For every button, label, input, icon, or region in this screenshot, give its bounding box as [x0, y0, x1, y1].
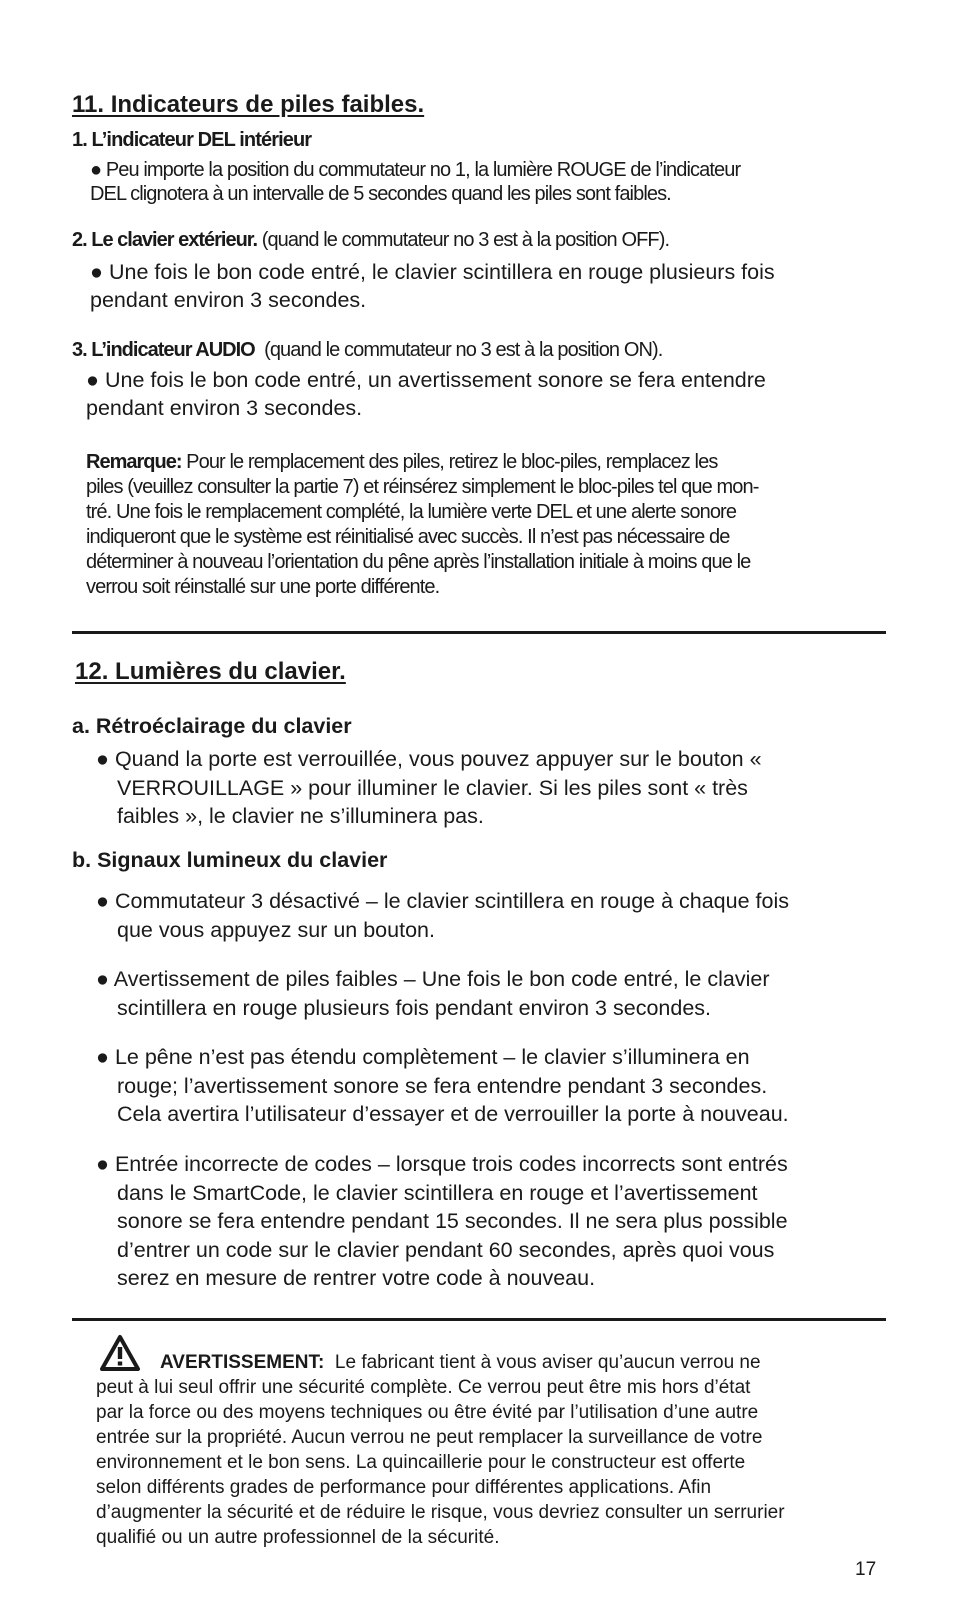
a-bullet-line-2: VERROUILLAGE » pour illuminer le clavier. Si les piles sont « très — [117, 775, 748, 800]
remark-block — [86, 450, 758, 600]
b-bullet-2-line-2: scintillera en rouge plusieurs fois pendant environ 3 secondes. — [117, 995, 712, 1020]
section-divider-1 — [72, 631, 886, 634]
remark-line-3: tré. Une fois le remplacement complété, la lumière verte DEL et une alerte sonore — [86, 501, 737, 523]
item-3-bullet-line-1: ● Une fois le bon code entré, un avertissement sonore se fera entendre — [86, 368, 766, 392]
b-bullet-4-line-4: d’entrer un code sur le clavier pendant 60 secondes, après quoi vous — [117, 1237, 775, 1262]
remark-line-5: déterminer à nouveau l’orientation du pêne après l’installation initiale à moins que le — [86, 551, 751, 573]
warning-line-4: entrée sur la propriété. Aucun verrou ne peut remplacer la surveillance de votre — [96, 1427, 763, 1448]
b-bullet-3 — [96, 1043, 789, 1129]
warning-line-1: AVERTISSEMENT: Le fabricant tient à vous aviser qu’aucun verrou ne — [160, 1352, 761, 1373]
b-bullet-2-line-1: ● Avertissement de piles faibles – Une fois le bon code entré, le clavier — [96, 967, 770, 991]
item-2-note: (quand le commutateur no 3 est à la position OFF). — [261, 229, 670, 251]
b-bullet-1 — [96, 887, 789, 944]
item-2-heading: 2. Le clavier extérieur. — [72, 229, 258, 251]
warning-line-6: selon différents grades de performance pour différentes applications. Afin — [96, 1477, 712, 1498]
b-heading: b. Signaux lumineux du clavier — [72, 848, 388, 872]
warning-line-3: par la force ou des moyens techniques ou être évité par l’utilisation d’une autre — [96, 1402, 759, 1423]
b-bullet-4-line-2: dans le SmartCode, le clavier scintillera en rouge et l’avertissement — [117, 1180, 758, 1205]
remark-line-4: indiqueront que le système est réinitialisé avec succès. Il n’est pas nécessaire de — [86, 526, 730, 548]
b-bullet-1-line-2: que vous appuyez sur un bouton. — [117, 917, 435, 942]
a-heading: a. Rétroéclairage du clavier — [72, 714, 352, 738]
b-bullet-1-line-1: ● Commutateur 3 désactivé – le clavier scintillera en rouge à chaque fois — [96, 889, 789, 913]
item-2-bullet-line-1: ● Une fois le bon code entré, le clavier scintillera en rouge plusieurs fois — [90, 260, 775, 284]
item-3-note: (quand le commutateur no 3 est à la position ON). — [264, 339, 663, 361]
item-1-bullet-line-2: DEL clignotera à un intervalle de 5 secondes quand les piles sont faibles. — [90, 183, 671, 205]
b-bullet-4-line-1: ● Entrée incorrecte de codes – lorsque trois codes incorrects sont entrés — [96, 1152, 788, 1176]
remark-line-6: verrou soit réinstallé sur une porte différente. — [86, 576, 440, 598]
warning-line-5: environnement et le bon sens. La quincaillerie pour le constructeur est offerte — [96, 1452, 746, 1473]
section-12-title: 12. Lumières du clavier. — [75, 658, 346, 685]
a-bullet — [96, 745, 762, 831]
item-1-bullet-line-1: ● Peu importe la position du commutateur no 1, la lumière ROUGE de l’indicateur — [90, 159, 741, 181]
remark-line-2: piles (veuillez consulter la partie 7) et réinsérez simplement le bloc-piles tel que mon- — [86, 476, 759, 498]
section-divider-2 — [72, 1318, 886, 1321]
a-bullet-line-1: ● Quand la porte est verrouillée, vous pouvez appuyer sur le bouton « — [96, 747, 762, 771]
a-bullet-line-3: faibles », le clavier ne s’illuminera pas. — [117, 804, 484, 828]
item-2-bullet-line-2: pendant environ 3 secondes. — [90, 288, 367, 312]
remark-line-1: Remarque: Pour le remplacement des piles, retirez le bloc-piles, remplacez les — [86, 451, 718, 473]
b-bullet-4 — [96, 1150, 788, 1293]
item-3-line — [72, 338, 662, 362]
b-bullet-3-line-1: ● Le pêne n’est pas étendu complètement – le clavier s’illuminera en — [96, 1045, 750, 1069]
warning-line-8: qualifié ou un autre professionnel de la sécurité. — [96, 1527, 500, 1548]
warning-text — [96, 1350, 785, 1550]
remark-label: Remarque: — [86, 451, 182, 473]
b-bullet-4-line-5: serez en mesure de rentrer votre code à nouveau. — [117, 1266, 596, 1290]
warning-line-2: peut à lui seul offrir une sécurité complète. Ce verrou peut être mis hors d’état — [96, 1377, 751, 1398]
b-bullet-3-line-2: rouge; l’avertissement sonore se fera entendre pendant 3 secondes. — [117, 1073, 768, 1098]
warning-label: AVERTISSEMENT: — [160, 1352, 325, 1373]
b-bullet-3-line-3: Cela avertira l’utilisateur d’essayer et de verrouiller la porte à nouveau. — [117, 1102, 789, 1126]
b-bullet-4-line-3: sonore se fera entendre pendant 15 secondes. Il ne sera plus possible — [117, 1209, 788, 1233]
item-3-bullet-line-2: pendant environ 3 secondes. — [86, 396, 363, 420]
item-1-heading: 1. L’indicateur DEL intérieur — [72, 129, 312, 151]
item-3-heading: 3. L’indicateur AUDIO — [72, 339, 255, 361]
item-2-line — [72, 228, 669, 252]
b-bullet-2 — [96, 965, 769, 1022]
page-number: 17 — [855, 1559, 877, 1580]
warning-line-7: d’augmenter la sécurité et de réduire le risque, vous devriez consulter un serrurier — [96, 1502, 785, 1523]
section-11-title: 11. Indicateurs de piles faibles. — [72, 91, 425, 118]
